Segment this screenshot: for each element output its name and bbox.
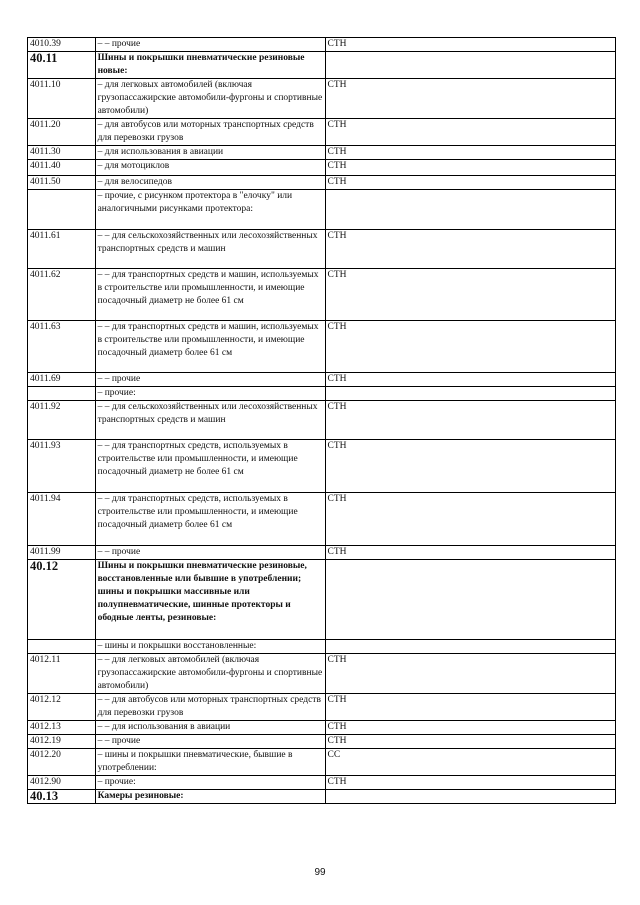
description-cell: – – прочие bbox=[95, 546, 325, 560]
description-cell: – – для легковых автомобилей (включая грузопассажирские автомобили-фургоны и спортивные автомобили) bbox=[95, 654, 325, 694]
document-cell: СТН bbox=[325, 721, 615, 735]
table-row bbox=[28, 440, 616, 493]
code-cell: 4012.13 bbox=[28, 721, 96, 735]
code-cell: 4011.69 bbox=[28, 373, 96, 387]
description-cell: – – прочие bbox=[95, 373, 325, 387]
document-cell: СТН bbox=[325, 79, 615, 119]
description-cell: – – прочие bbox=[95, 38, 325, 52]
code-cell: 4012.11 bbox=[28, 654, 96, 694]
code-cell: 4011.99 bbox=[28, 546, 96, 560]
document-cell: СТН bbox=[325, 269, 615, 321]
description-cell: Шины и покрышки пневматические резиновые, восстановленные или бывшие в употреблении; шины и покрышки массивные или полупневматические, шинные протекторы и ободные ленты, резиновые: bbox=[95, 560, 325, 640]
description-cell: – шины и покрышки восстановленные: bbox=[95, 640, 325, 654]
document-cell: СС bbox=[325, 749, 615, 776]
description-cell: – прочие: bbox=[95, 387, 325, 401]
document-cell: СТН bbox=[325, 546, 615, 560]
table-row bbox=[28, 640, 616, 654]
document-cell: СТН bbox=[325, 694, 615, 721]
page-number: 99 bbox=[314, 867, 326, 878]
tariff-table bbox=[27, 37, 616, 804]
table-row bbox=[28, 190, 616, 230]
code-cell: 40.12 bbox=[28, 560, 96, 640]
code-cell: 40.11 bbox=[28, 52, 96, 79]
code-cell: 4011.94 bbox=[28, 493, 96, 546]
description-cell: – прочие, с рисунком протектора в "елочку" или аналогичными рисунками протектора: bbox=[95, 190, 325, 230]
code-cell bbox=[28, 190, 96, 230]
code-cell bbox=[28, 640, 96, 654]
table-row bbox=[28, 230, 616, 269]
code-cell: 4011.30 bbox=[28, 146, 96, 160]
table-row bbox=[28, 38, 616, 52]
code-cell: 4011.62 bbox=[28, 269, 96, 321]
description-cell: – – для сельскохозяйственных или лесохозяйственных транспортных средств и машин bbox=[95, 230, 325, 269]
document-cell bbox=[325, 52, 615, 79]
document-cell: СТН bbox=[325, 440, 615, 493]
code-cell: 4011.10 bbox=[28, 79, 96, 119]
table-row bbox=[28, 119, 616, 146]
document-cell bbox=[325, 640, 615, 654]
code-cell: 4012.12 bbox=[28, 694, 96, 721]
document-cell: СТН bbox=[325, 401, 615, 440]
description-cell: – для велосипедов bbox=[95, 176, 325, 190]
document-cell: СТН bbox=[325, 230, 615, 269]
table-row bbox=[28, 401, 616, 440]
code-cell bbox=[28, 387, 96, 401]
description-cell: Камеры резиновые: bbox=[95, 790, 325, 804]
description-cell: – прочие: bbox=[95, 776, 325, 790]
code-cell: 4012.20 bbox=[28, 749, 96, 776]
table-row bbox=[28, 52, 616, 79]
code-cell: 4011.40 bbox=[28, 160, 96, 176]
table-row bbox=[28, 546, 616, 560]
document-cell bbox=[325, 790, 615, 804]
code-cell: 4011.50 bbox=[28, 176, 96, 190]
document-cell: СТН bbox=[325, 146, 615, 160]
document-cell: СТН bbox=[325, 493, 615, 546]
table-body bbox=[28, 38, 616, 804]
document-cell bbox=[325, 560, 615, 640]
table-row bbox=[28, 387, 616, 401]
document-cell bbox=[325, 387, 615, 401]
description-cell: – – для сельскохозяйственных или лесохозяйственных транспортных средств и машин bbox=[95, 401, 325, 440]
table-row bbox=[28, 79, 616, 119]
table-row bbox=[28, 694, 616, 721]
description-cell: – – для транспортных средств и машин, используемых в строительстве или промышленности, и имеющие посадочный диаметр более 61 см bbox=[95, 321, 325, 373]
description-cell: – шины и покрышки пневматические, бывшие в употреблении: bbox=[95, 749, 325, 776]
code-cell: 4010.39 bbox=[28, 38, 96, 52]
code-cell: 4011.92 bbox=[28, 401, 96, 440]
document-cell: СТН bbox=[325, 119, 615, 146]
code-cell: 4011.61 bbox=[28, 230, 96, 269]
table-row bbox=[28, 373, 616, 387]
description-cell: – – для использования в авиации bbox=[95, 721, 325, 735]
document-cell bbox=[325, 190, 615, 230]
description-cell: – для мотоциклов bbox=[95, 160, 325, 176]
description-cell: – – прочие bbox=[95, 735, 325, 749]
table-row bbox=[28, 721, 616, 735]
code-cell: 40.13 bbox=[28, 790, 96, 804]
table-row bbox=[28, 321, 616, 373]
document-cell: СТН bbox=[325, 38, 615, 52]
code-cell: 4011.63 bbox=[28, 321, 96, 373]
document-cell: СТН bbox=[325, 735, 615, 749]
table-row bbox=[28, 560, 616, 640]
description-cell: – – для транспортных средств, используемых в строительстве или промышленности, и имеющие посадочный диаметр более 61 см bbox=[95, 493, 325, 546]
table-row bbox=[28, 735, 616, 749]
code-cell: 4011.93 bbox=[28, 440, 96, 493]
description-cell: – – для транспортных средств и машин, используемых в строительстве или промышленности, и имеющие посадочный диаметр не более 61 см bbox=[95, 269, 325, 321]
table-row bbox=[28, 654, 616, 694]
document-cell: СТН bbox=[325, 176, 615, 190]
document-cell: СТН bbox=[325, 776, 615, 790]
table-row bbox=[28, 790, 616, 804]
description-cell: – для легковых автомобилей (включая грузопассажирские автомобили-фургоны и спортивные автомобили) bbox=[95, 79, 325, 119]
table-row bbox=[28, 176, 616, 190]
document-cell: СТН bbox=[325, 373, 615, 387]
table-row bbox=[28, 749, 616, 776]
code-cell: 4012.90 bbox=[28, 776, 96, 790]
document-cell: СТН bbox=[325, 160, 615, 176]
document-cell: СТН bbox=[325, 321, 615, 373]
description-cell: Шины и покрышки пневматические резиновые новые: bbox=[95, 52, 325, 79]
document-cell: СТН bbox=[325, 654, 615, 694]
description-cell: – для использования в авиации bbox=[95, 146, 325, 160]
code-cell: 4011.20 bbox=[28, 119, 96, 146]
description-cell: – – для транспортных средств, используемых в строительстве или промышленности, и имеющие посадочный диаметр не более 61 см bbox=[95, 440, 325, 493]
table-row bbox=[28, 776, 616, 790]
table-row bbox=[28, 269, 616, 321]
table-row bbox=[28, 160, 616, 176]
table-row bbox=[28, 146, 616, 160]
description-cell: – – для автобусов или моторных транспортных средств для перевозки грузов bbox=[95, 694, 325, 721]
code-cell: 4012.19 bbox=[28, 735, 96, 749]
description-cell: – для автобусов или моторных транспортных средств для перевозки грузов bbox=[95, 119, 325, 146]
table-row bbox=[28, 493, 616, 546]
